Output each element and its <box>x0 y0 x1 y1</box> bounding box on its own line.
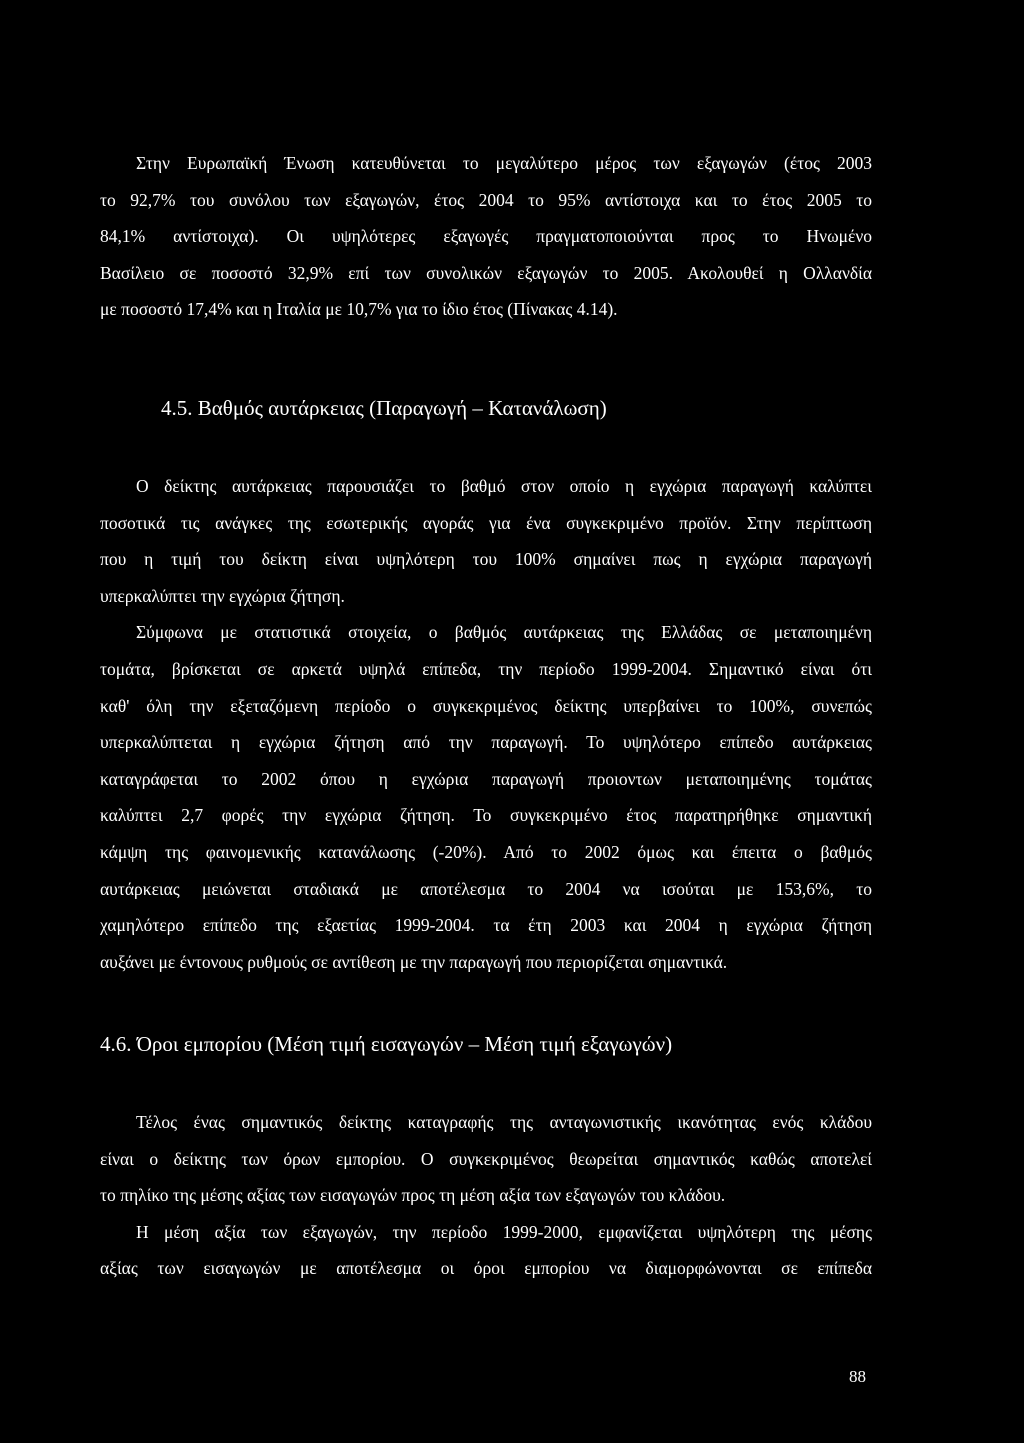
text-line: ποσοτικά τις ανάγκες της εσωτερικής αγοράς για ένα συγκεκριμένο προϊόν. Στην περίπτωση <box>100 512 872 533</box>
section-4-6-paragraph-2 <box>100 1214 872 1287</box>
text-line: αυξάνει με έντονους ρυθμούς σε αντίθεση με την παραγωγή που περιορίζεται σημαντικά. <box>100 951 728 972</box>
text-line: αυτάρκειας μειώνεται σταδιακά με αποτέλεσμα το 2004 να ισούται με 153,6%, το <box>100 878 872 899</box>
text-line: είναι ο δείκτης των όρων εμπορίου. Ο συγκεκριμένος θεωρείται σημαντικός καθώς αποτελεί <box>100 1148 872 1169</box>
text-line: κάμψη της φαινομενικής κατανάλωσης (-20%). Από το 2002 όμως και έπειτα ο βαθμός <box>100 841 872 862</box>
document-page <box>100 0 872 1443</box>
text-line: το 92,7% του συνόλου των εξαγωγών, έτος 2004 το 95% αντίστοιχα και το έτος 2005 το <box>100 189 872 210</box>
text-line: αξίας των εισαγωγών με αποτέλεσμα οι όροι εμπορίου να διαμορφώνονται σε επίπεδα <box>100 1258 872 1279</box>
text-line: καταγράφεται το 2002 όπου η εγχώρια παραγωγή προιοντων μεταποιημένης τομάτας <box>100 768 872 789</box>
section-4-5-paragraph-2 <box>100 614 872 980</box>
text-line: που η τιμή του δείκτη είναι υψηλότερη του 100% σημαίνει πως η εγχώρια παραγωγή <box>100 549 872 570</box>
text-line: υπερκαλύπτεται η εγχώρια ζήτηση από την παραγωγή. Το υψηλότερο επίπεδο αυτάρκειας <box>100 732 872 753</box>
text-line: Σύμφωνα με στατιστικά στοιχεία, ο βαθμός αυτάρκειας της Ελλάδας σε μεταποιημένη <box>136 622 872 643</box>
text-line: Βασίλειο σε ποσοστό 32,9% επί των συνολικών εξαγωγών το 2005. Ακολουθεί η Ολλανδία <box>100 262 872 283</box>
text-line: καλύπτει 2,7 φορές την εγχώρια ζήτηση. Το συγκεκριμένο έτος παρατηρήθηκε σημαντική <box>100 805 872 826</box>
section-heading-4-5: 4.5. Βαθμός αυτάρκειας (Παραγωγή – Κατανάλωση) <box>161 396 607 420</box>
page-number: 88 <box>849 1367 866 1386</box>
text-line: με ποσοστό 17,4% και η Ιταλία με 10,7% για το ίδιο έτος (Πίνακας 4.14). <box>100 299 618 320</box>
text-line: το πηλίκο της μέσης αξίας των εισαγωγών προς τη μέση αξία των εξαγωγών του κλάδου. <box>100 1185 726 1206</box>
text-line: καθ' όλη την εξεταζόμενη περίοδο ο συγκεκριμένος δείκτης υπερβαίνει το 100%, συνεπώς <box>100 695 872 716</box>
text-line: υπερκαλύπτει την εγχώρια ζήτηση. <box>100 585 345 606</box>
text-line: χαμηλότερο επίπεδο της εξαετίας 1999-2004. τα έτη 2003 και 2004 η εγχώρια ζήτηση <box>100 915 872 936</box>
text-line: Η μέση αξία των εξαγωγών, την περίοδο 1999-2000, εμφανίζεται υψηλότερη της μέσης <box>136 1221 872 1242</box>
section-4-6-paragraph-1 <box>100 1104 872 1214</box>
section-4-5-body <box>100 468 872 980</box>
section-heading-4-6: 4.6. Όροι εμπορίου (Μέση τιμή εισαγωγών – Μέση τιμή εξαγωγών) <box>100 1032 673 1056</box>
intro-paragraph <box>100 145 872 328</box>
section-4-6-body <box>100 1104 872 1287</box>
text-line: Ο δείκτης αυτάρκειας παρουσιάζει το βαθμό στον οποίο η εγχώρια παραγωγή καλύπτει <box>136 476 872 496</box>
text-line: Στην Ευρωπαϊκή Ένωση κατευθύνεται το μεγαλύτερο μέρος των εξαγωγών (έτος 2003 <box>136 153 872 173</box>
section-4-5-paragraph-1 <box>100 468 872 614</box>
text-line: 84,1% αντίστοιχα). Οι υψηλότερες εξαγωγές πραγματοποιούνται προς το Ηνωμένο <box>100 226 872 247</box>
text-line: Τέλος ένας σημαντικός δείκτης καταγραφής της ανταγωνιστικής ικανότητας ενός κλάδου <box>136 1112 872 1132</box>
text-line: τομάτα, βρίσκεται σε αρκετά υψηλά επίπεδα, την περίοδο 1999-2004. Σημαντικό είναι ότι <box>100 658 872 679</box>
